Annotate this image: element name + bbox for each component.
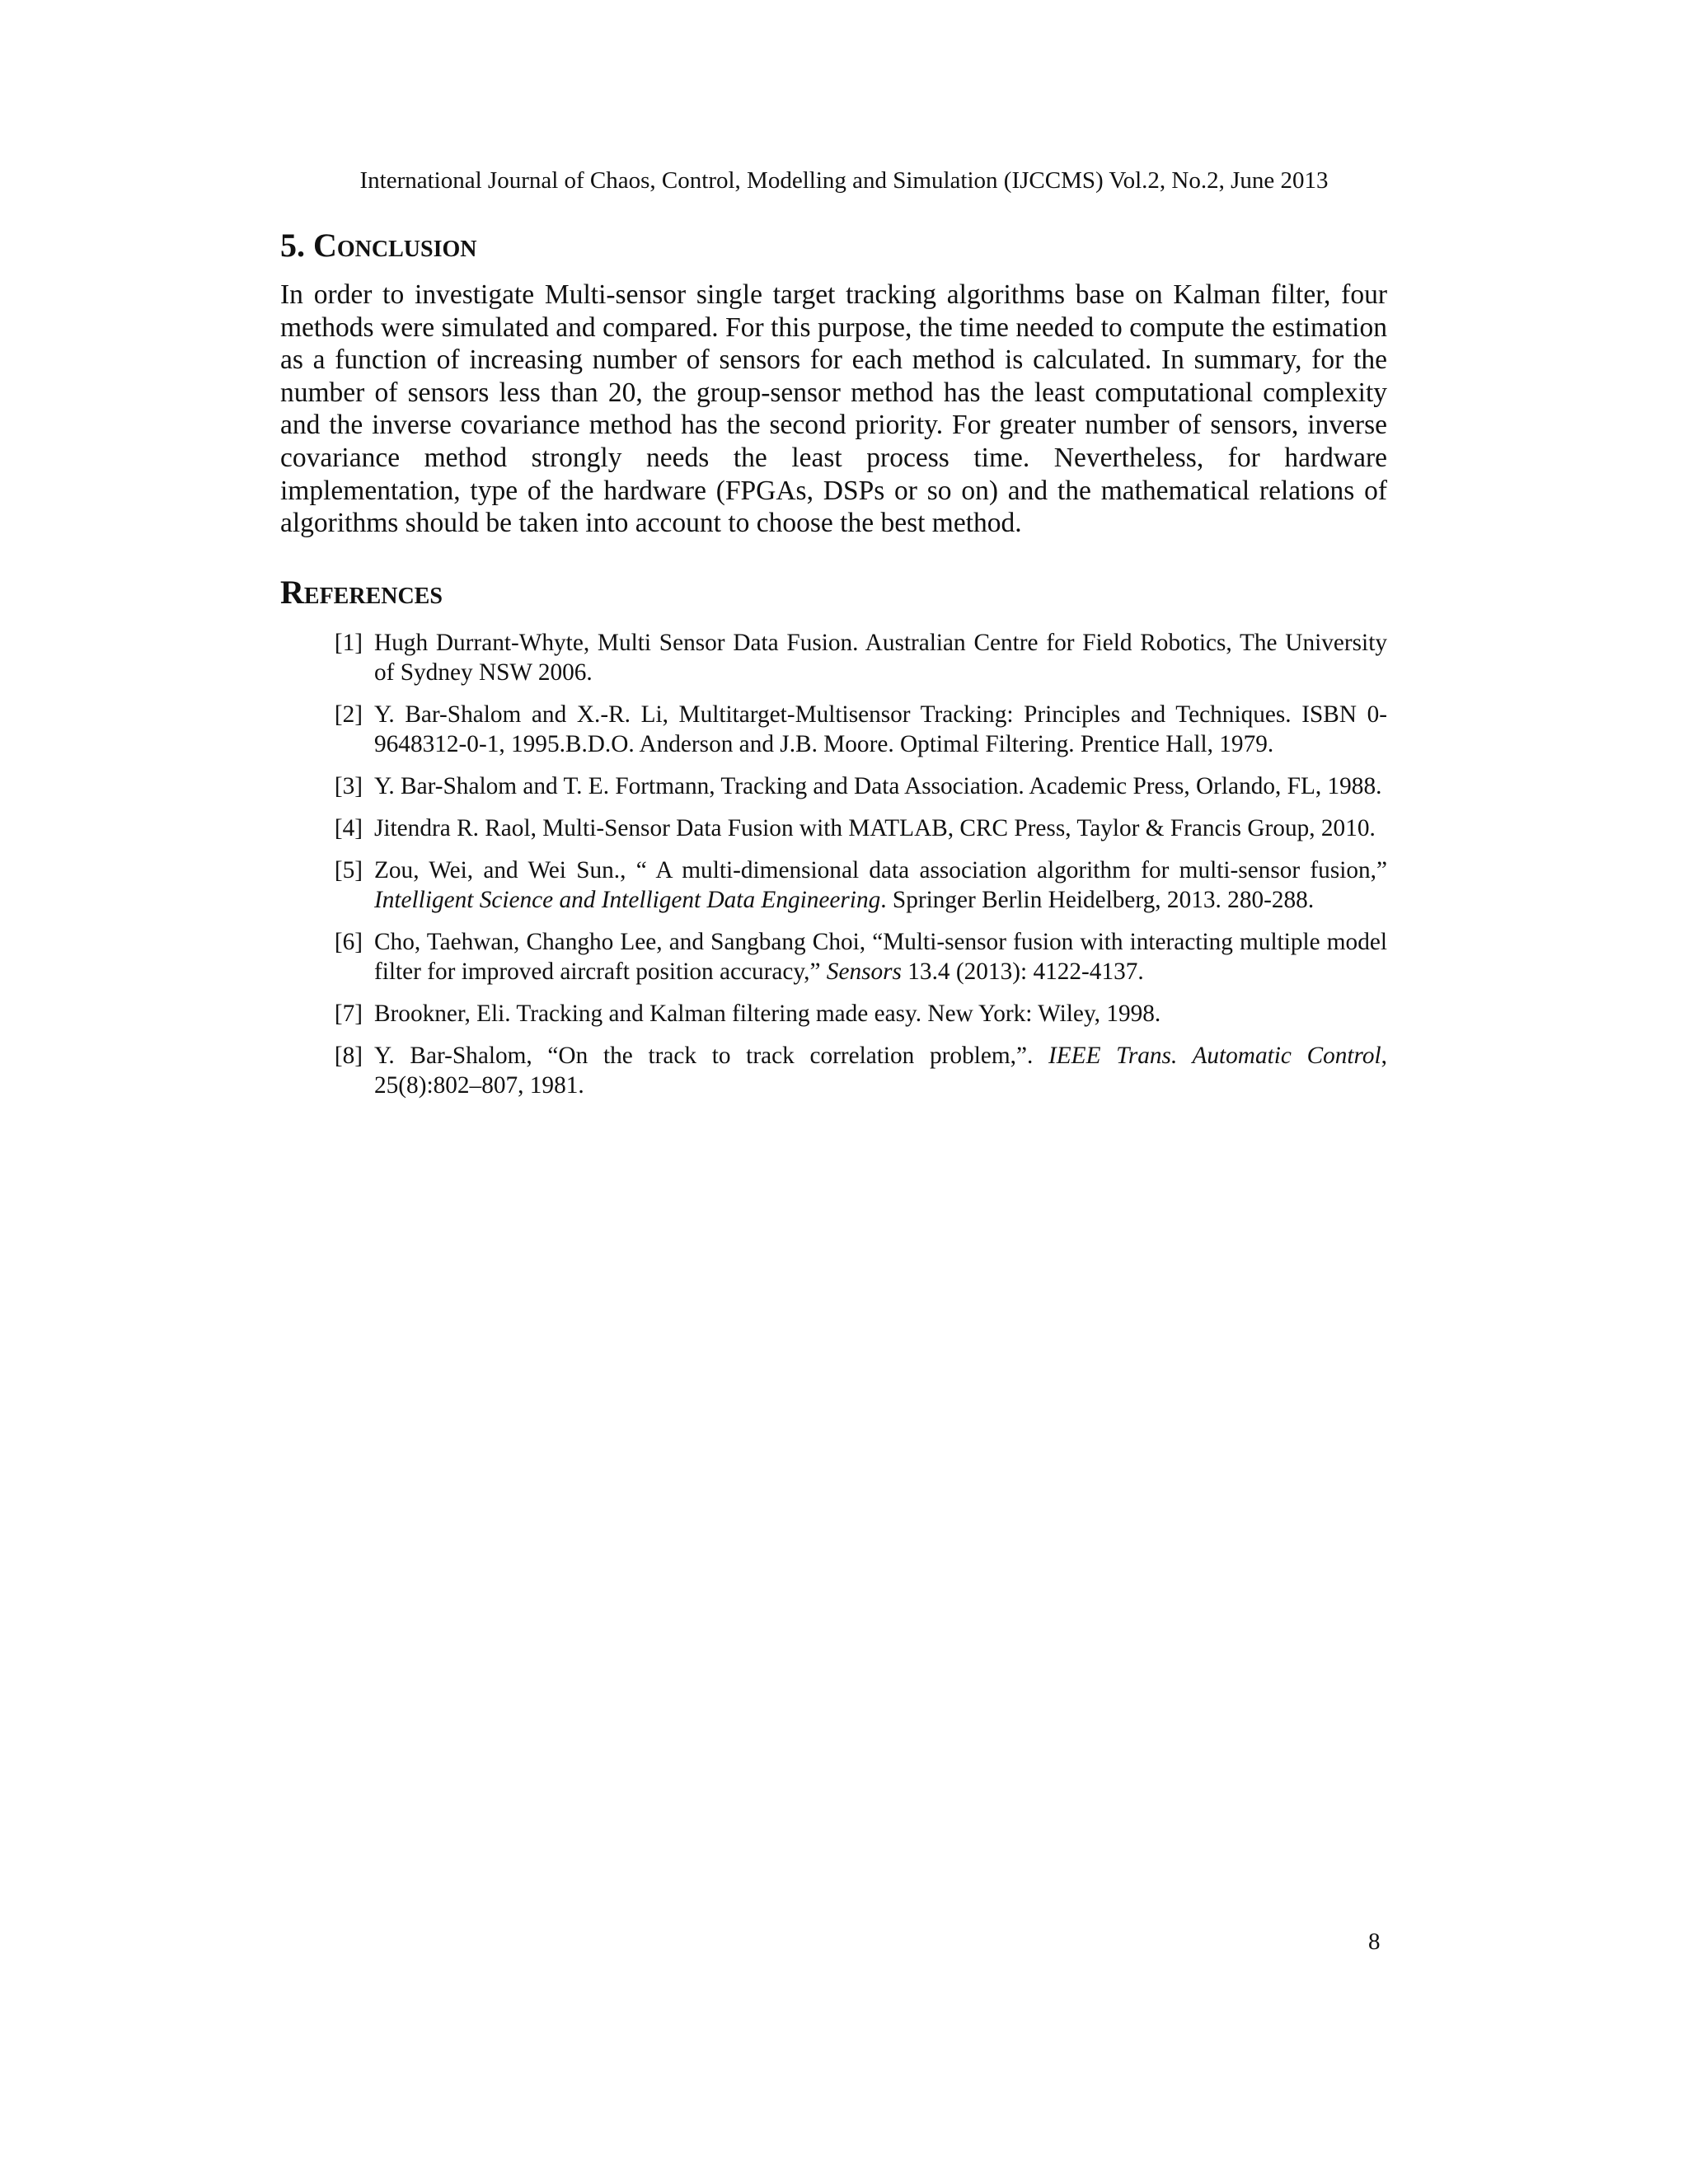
conclusion-paragraph: In order to investigate Multi-sensor single target tracking algorithms base on Kalman filter, four methods were simulated and compared. For this purpose, the time needed to compute the estimation as a function of increasing number of sensors for each method is calculated. In summary, for the number of sensors less than 20, the group-sensor method has the least computational complexity and the inverse covariance method has the second priority. For greater number of sensors, inverse covariance method strongly needs the least process time. Nevertheless, for hardware implementation, type of the hardware (FPGAs, DSPs or so on) and the mathematical relations of algorithms should be taken into account to choose the best method.	[280, 279, 1387, 539]
reference-publication-details: . Springer Berlin Heidelberg, 2013. 280-288.	[880, 887, 1315, 913]
reference-number: [3]	[334, 773, 363, 799]
reference-number: [6]	[334, 929, 363, 955]
reference-item-8	[280, 1041, 1387, 1100]
reference-item-1	[280, 628, 1387, 687]
reference-item-4	[280, 813, 1387, 843]
reference-number: [2]	[334, 701, 363, 728]
reference-text: Brookner, Eli. Tracking and Kalman filtering made easy. New York: Wiley, 1998.	[374, 1001, 1161, 1027]
reference-venue: Intelligent Science and Intelligent Data Engineering	[374, 887, 881, 913]
running-header: International Journal of Chaos, Control, Modelling and Simulation (IJCCMS) Vol.2, No.2, June 2013	[359, 167, 1329, 194]
reference-publication-details: 13.4 (2013): 4122-4137.	[901, 958, 1144, 985]
reference-number: [1]	[334, 630, 363, 656]
reference-authors-title: Y. Bar-Shalom, “On the track to track correlation problem,”.	[374, 1043, 1049, 1069]
reference-item-7	[280, 999, 1387, 1029]
reference-text: Jitendra R. Raol, Multi-Sensor Data Fusion with MATLAB, CRC Press, Taylor & Francis Group, 2010.	[374, 815, 1376, 841]
references-heading: References	[280, 574, 443, 611]
reference-item-3	[280, 771, 1387, 801]
reference-text	[374, 855, 1387, 915]
reference-number: [8]	[334, 1043, 363, 1069]
reference-venue: IEEE Trans. Automatic Control	[1048, 1043, 1381, 1069]
reference-text: Y. Bar-Shalom and X.-R. Li, Multitarget-Multisensor Tracking: Principles and Techniques. ISBN 0-9648312-0-1, 1995.B.D.O. Anderson and J.B. Moore. Optimal Filtering. Prentice Hall, 1979.	[374, 701, 1387, 757]
reference-number: [4]	[334, 815, 363, 841]
reference-publication-details: , 25(8):802–807, 1981.	[374, 1043, 1387, 1099]
reference-text: Hugh Durrant-Whyte, Multi Sensor Data Fusion. Australian Centre for Field Robotics, The University of Sydney NSW 2006.	[374, 630, 1387, 686]
reference-item-6	[280, 927, 1387, 987]
reference-list	[280, 628, 1387, 1100]
reference-authors-title: Cho, Taehwan, Changho Lee, and Sangbang Choi, “Multi-sensor fusion with interacting multiple model filter for improved aircraft position accuracy,”	[374, 929, 1387, 985]
reference-number: [7]	[334, 1001, 363, 1027]
reference-text	[374, 927, 1387, 987]
reference-text: Y. Bar-Shalom and T. E. Fortmann, Tracking and Data Association. Academic Press, Orlando, FL, 1988.	[374, 773, 1382, 799]
reference-text	[374, 1041, 1387, 1100]
reference-item-2	[280, 700, 1387, 759]
reference-item-5	[280, 855, 1387, 915]
conclusion-heading: 5. Conclusion	[280, 227, 477, 264]
page-number: 8	[1368, 1929, 1381, 1955]
reference-number: [5]	[334, 857, 363, 883]
reference-venue: Sensors	[826, 958, 902, 985]
reference-authors-title: Zou, Wei, and Wei Sun., “ A multi-dimensional data association algorithm for multi-sensor fusion,”	[374, 857, 1387, 883]
